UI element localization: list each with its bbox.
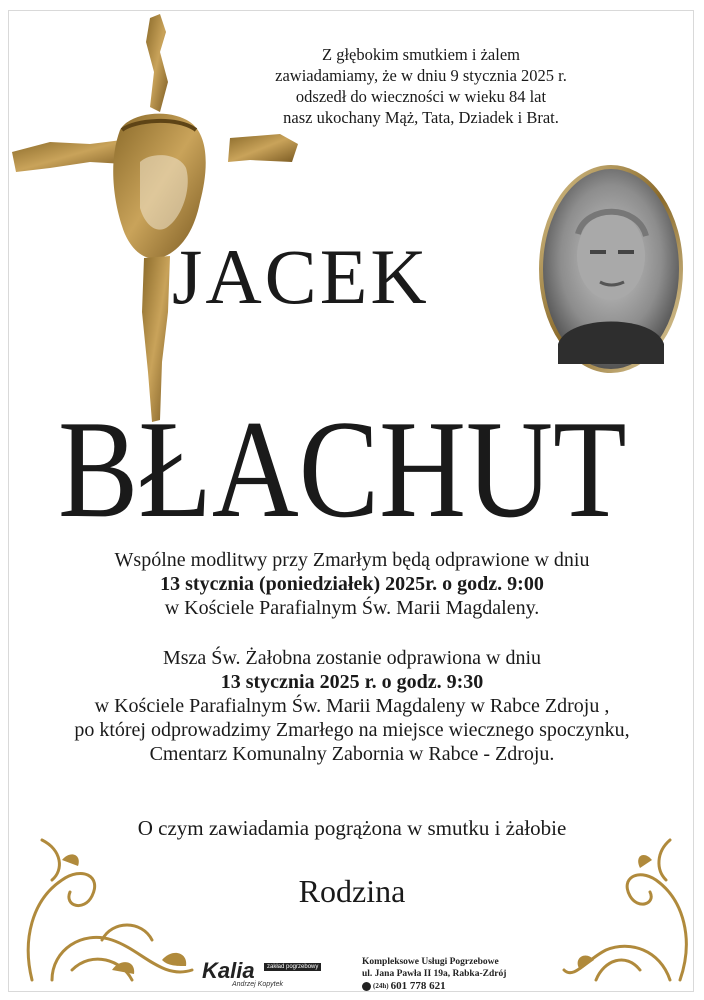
company-phone-row bbox=[362, 980, 506, 992]
logo-tag: zakład pogrzebowy bbox=[264, 963, 321, 971]
logo-text: Kalia bbox=[202, 958, 255, 983]
first-name: JACEK bbox=[172, 233, 430, 320]
prayers-line: w Kościele Parafialnym Św. Marii Magdaleny. bbox=[164, 597, 540, 619]
mass-line: Msza Św. Żałobna zostanie odprawiona w dniu bbox=[162, 647, 542, 669]
mass-line: po której odprowadzimy Zmarłego na miejsce wiecznego spoczynku, bbox=[74, 719, 630, 741]
portrait-photo bbox=[538, 164, 684, 374]
intro-text bbox=[246, 44, 596, 128]
phone-number[interactable]: 601 778 621 bbox=[390, 980, 446, 992]
intro-line: Z głębokim smutkiem i żalem bbox=[322, 45, 520, 64]
prayers-line: Wspólne modlitwy przy Zmarłym będą odprawione w dniu bbox=[114, 549, 590, 571]
logo-owner: Andrzej Kopytek bbox=[232, 981, 283, 988]
intro-line: odszedł do wieczności w wieku 84 lat bbox=[295, 87, 547, 106]
funeral-home-info bbox=[362, 956, 506, 992]
mass-section bbox=[0, 646, 704, 766]
mass-line: w Kościele Parafialnym Św. Marii Magdaleny w Rabce Zdroju , bbox=[94, 695, 610, 717]
phone-hours: (24h) bbox=[373, 982, 389, 990]
last-name: BŁACHUT bbox=[58, 392, 627, 547]
funeral-home-logo bbox=[202, 958, 362, 994]
intro-line: zawiadamiamy, że w dniu 9 stycznia 2025 r. bbox=[275, 66, 567, 85]
prayers-date: 13 stycznia (poniedziałek) 2025r. o godz. 9:00 bbox=[160, 573, 544, 595]
floral-ornament-icon bbox=[12, 820, 202, 990]
company-address: ul. Jana Pawła II 19a, Rabka-Zdrój bbox=[362, 969, 507, 979]
floral-ornament-icon bbox=[560, 820, 700, 990]
company-name: Kompleksowe Usługi Pogrzebowe bbox=[362, 957, 499, 967]
prayers-section bbox=[0, 548, 704, 620]
intro-line: nasz ukochany Mąż, Tata, Dziadek i Brat. bbox=[283, 108, 559, 127]
closing-notice: O czym zawiadamia pogrążona w smutku i żałobie bbox=[137, 816, 567, 840]
phone-icon bbox=[362, 982, 371, 991]
mass-date: 13 stycznia 2025 r. o godz. 9:30 bbox=[220, 671, 484, 693]
family-signature: Rodzina bbox=[298, 873, 406, 909]
mass-line: Cmentarz Komunalny Zabornia w Rabce - Zdroju. bbox=[149, 743, 555, 765]
